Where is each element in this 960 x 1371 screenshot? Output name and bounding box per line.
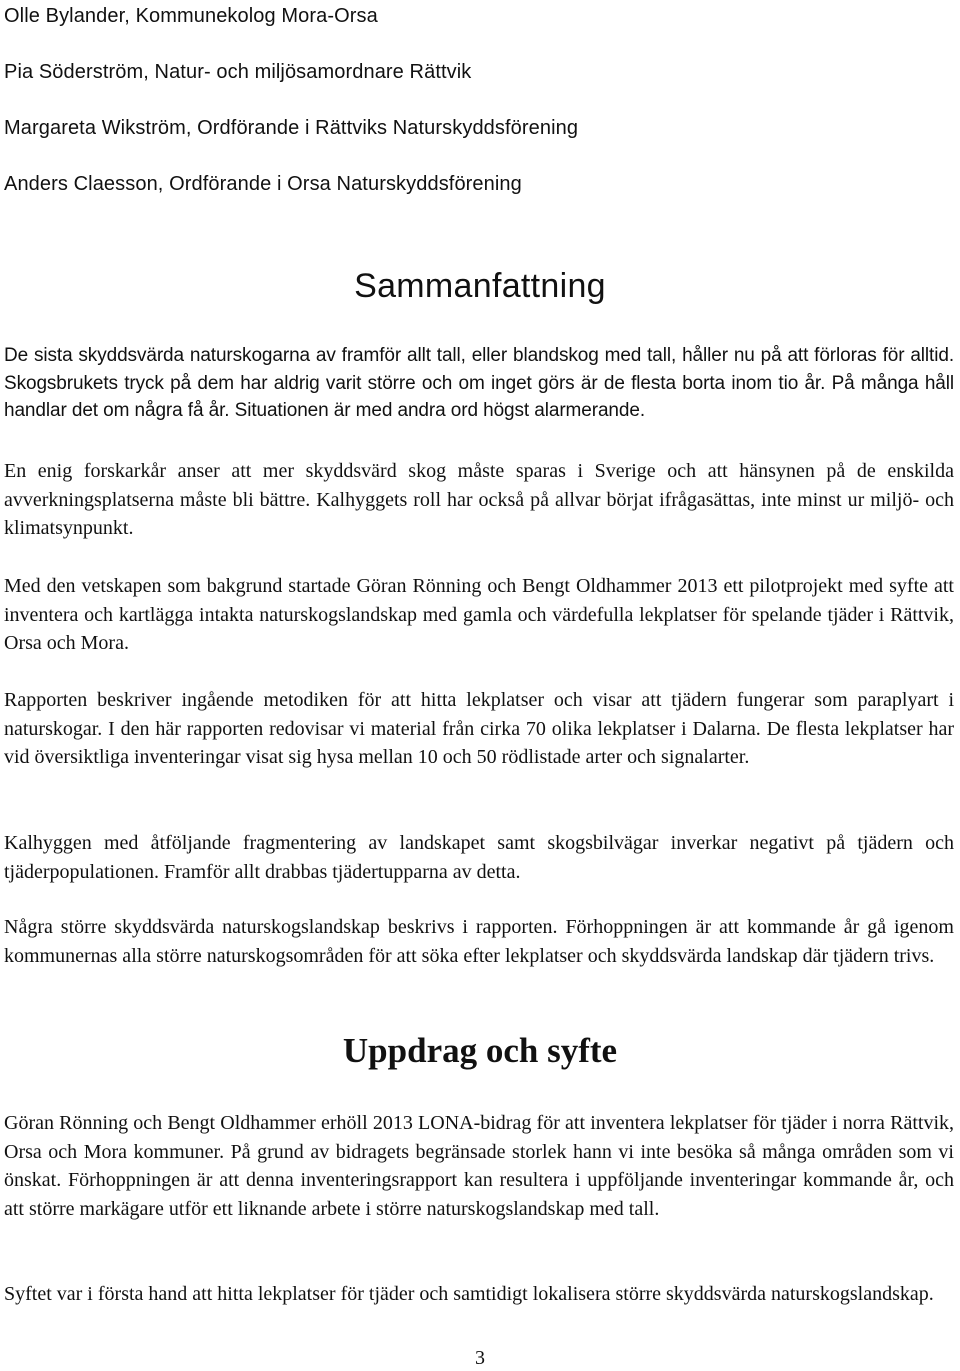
- summary-paragraph: Några större skyddsvärda naturskogslandskap beskrivs i rapporten. Förhoppningen är att kommande år gå igenom kommunernas alla större naturskogsområden för att söka efter lekplatser och skyddsvärda landskap där tjädern trivs.: [4, 916, 954, 967]
- summary-paragraph: En enig forskarkår anser att mer skyddsvärd skog måste sparas i Sverige och att hänsynen på de enskilda avverkningsplatserna måste bli bättre. Kalhyggets roll har också på allvar börjat ifrågasättas, inte minst ur miljö- och klimatsynpunkt.: [4, 460, 954, 539]
- summary-paragraph: Rapporten beskriver ingående metodiken för att hitta lekplatser och visar att tjädern fungerar som paraplyart i naturskogar. I den här rapporten redovisar vi material från cirka 70 olika lekplatser i Dalarna. De flesta lekplatser har vid översiktliga inventeringar visat sig hysa mellan 10 och 50 rödlistade arter och signalarter.: [4, 689, 954, 768]
- author-line: Pia Söderström, Natur- och miljösamordnare Rättvik: [4, 61, 472, 83]
- summary-paragraph: De sista skyddsvärda naturskogarna av framför allt tall, eller blandskog med tall, håller nu på att förloras för alltid. Skogsbrukets tryck på dem har aldrig varit större och om inget görs är de flesta borta inom tio år. På många håll handlar det om några få år. Situationen är med andra ord högst alarmerande.: [4, 345, 954, 421]
- page-number: 3: [475, 1347, 485, 1369]
- assignment-heading: Uppdrag och syfte: [342, 1031, 618, 1070]
- author-line: Anders Claesson, Ordförande i Orsa Naturskyddsförening: [4, 173, 522, 195]
- author-line: Olle Bylander, Kommunekolog Mora-Orsa: [4, 5, 378, 27]
- summary-heading: Sammanfattning: [354, 267, 606, 305]
- assignment-paragraph: Syftet var i första hand att hitta lekplatser för tjäder och samtidigt lokalisera större skyddsvärda naturskogslandskap.: [4, 1283, 934, 1305]
- summary-paragraph: Kalhyggen med åtföljande fragmentering av landskapet samt skogsbilvägar inverkar negativt på tjädern och tjäderpopulationen. Framför allt drabbas tjädertupparna av detta.: [4, 832, 954, 883]
- author-line: Margareta Wikström, Ordförande i Rättviks Naturskyddsförening: [4, 117, 579, 139]
- summary-paragraph: Med den vetskapen som bakgrund startade Göran Rönning och Bengt Oldhammer 2013 ett pilotprojekt med syfte att inventera och kartlägga intakta naturskogslandskap med gamla och värdefulla lekplatser för spelande tjäder i Rättvik, Orsa och Mora.: [4, 575, 954, 654]
- assignment-paragraph: Göran Rönning och Bengt Oldhammer erhöll 2013 LONA-bidrag för att inventera lekplatser för tjäder i norra Rättvik, Orsa och Mora kommuner. På grund av bidragets begränsade storlek hann vi inte besöka så många områden som vi önskat. Förhoppningen är att denna inventeringsrapport kan resultera i uppföljande inventeringar kommande år, och att större markägare utför ett liknande arbete i större naturskogslandskap med tall.: [4, 1112, 954, 1220]
